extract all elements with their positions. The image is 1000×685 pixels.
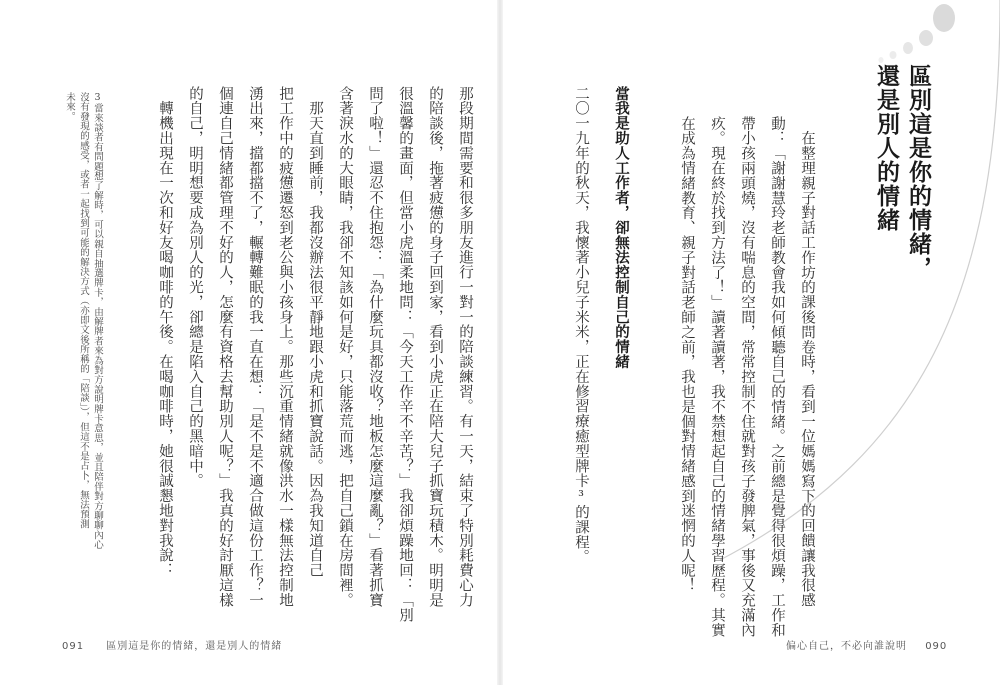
text-line: 轉機出現在一次和好友喝咖啡的午後。在喝咖啡時，她很誠懇地對我說： [157, 86, 173, 578]
footnote-line: 沒有發現的感受，或者一起找到可能的解決方式（亦即文後所稱的「陪談」），但這不是占卜，無法預測 [78, 92, 89, 529]
text-line: 把工作中的疲憊遷怒到老公與小孩身上。那些沉重情緒就像洪水一樣無法控制地 [277, 86, 293, 608]
text-line: 在成為情緒教育、親子對話老師之前，我也是個對情緒感到迷惘的人呢！ [679, 116, 695, 593]
chapter-title-line-2: 還是別人的情緒 [873, 64, 900, 232]
left-footer [62, 637, 282, 652]
right-paragraph-2 [566, 86, 596, 564]
footnote-marker: 3 [92, 92, 103, 104]
running-title: 區別這是你的情緒，還是別人的情緒 [106, 641, 283, 652]
subheading-text: 當我是助人工作者，卻無法控制自己的情緒 [613, 86, 630, 370]
text-line: 的自己，明明想要成為別人的光，卻總是陷入自己的黑暗中。 [187, 86, 203, 489]
right-paragraph-1 [672, 116, 822, 638]
text-line: 那段期間需要和很多朋友進行一對一的陪談練習。有一天，結束了特別耗費心力 [457, 86, 473, 608]
text-line: 個連自己情緒都管理不好的人，怎麼有資格去幫助別人呢？」我真的好討厭這樣 [217, 86, 233, 608]
page-number: 091 [62, 641, 85, 652]
text-line: 動：「謝謝慧玲老師教會我如何傾聽自己的情緒。之前總是覺得很煩躁，工作和 [769, 116, 785, 638]
text-line: 帶小孩兩頭燒，沒有喘息的空間，常常控制不住就對孩子發脾氣，事後又充滿內 [739, 116, 755, 638]
text-line: 很溫馨的畫面，但當小虎溫柔地問：「今天工作辛不辛苦？」我卻煩躁地回：「別 [397, 86, 413, 623]
text-line: 的陪談後，拖著疲憊的身子回到家，看到小虎正在陪大兒子抓寶玩積木。明明是 [427, 86, 443, 608]
footnote-text: 當來談者有問題想了解時，可以親自抽選牌卡，由解牌者來為對方說明牌卡意思，並且陪伴對方聊聊內心 [92, 103, 103, 550]
left-body [150, 86, 480, 622]
text-line: 含著淚水的大眼睛，我卻不知該如何是好，只能落荒而逃，把自己鎖在房間裡。 [337, 86, 353, 608]
footnote-line [90, 92, 104, 549]
right-footer [786, 637, 947, 652]
text-line: 湧出來，擋都擋不了，輾轉難眠的我一直在想：「是不是不適合做這份工作？一 [247, 86, 263, 608]
page-number: 090 [925, 641, 948, 652]
section-subheading [606, 86, 636, 369]
text-line: 在整理親子對話工作坊的課後問卷時，看到一位媽媽寫下的回饋讓我很感 [799, 116, 815, 608]
chapter-title-line-1: 區別這是你的情緒， [905, 64, 932, 280]
running-title: 偏心自己，不必向誰說明 [786, 641, 907, 652]
book-gutter [497, 0, 503, 685]
chapter-title [870, 64, 934, 280]
footnote-line: 未來。 [64, 92, 75, 122]
text-line: 二〇一九年的秋天，我懷著小兒子米米，正在修習療癒型牌卡³的課程。 [573, 86, 589, 565]
text-line: 問了啦！」還忍不住抱怨：「為什麼玩具都沒收？地板怎麼這麼亂？」看著抓寶 [367, 86, 383, 608]
text-line: 疚。現在終於找到方法了！」讀著讀著，我不禁想起自己的情緒學習歷程。其實 [709, 116, 725, 638]
text-line: 那天直到睡前，我都沒辦法很平靜地跟小虎和抓寶說話。因為我知道自己 [307, 86, 323, 578]
footnote [62, 92, 104, 549]
